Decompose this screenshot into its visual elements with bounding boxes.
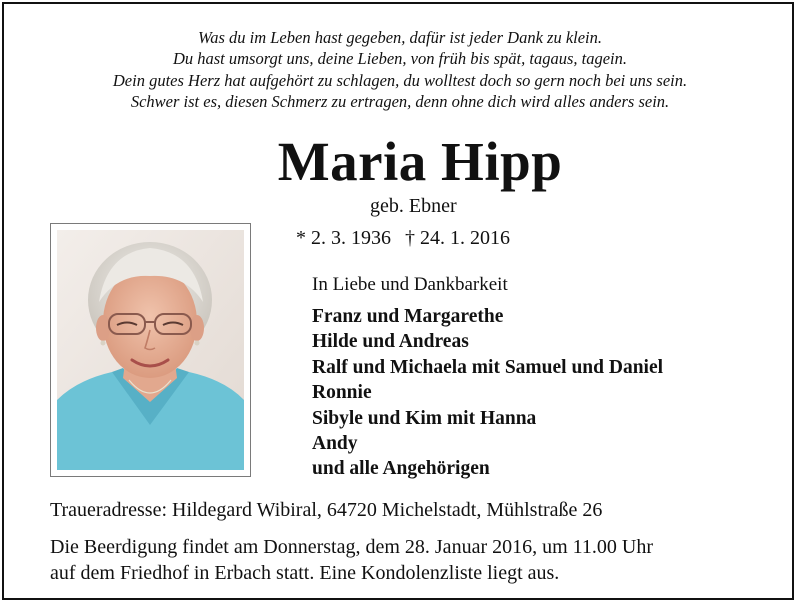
portrait-frame (50, 223, 251, 477)
death-date: † 24. 1. 2016 (405, 227, 510, 249)
burial-info (50, 534, 653, 586)
deceased-name: Maria Hipp (277, 131, 563, 192)
mourner-line: Andy (312, 433, 358, 455)
mourner-line: Hilde und Andreas (312, 331, 469, 353)
poem-line: Was du im Leben hast gegeben, dafür ist jeder Dank zu klein. (197, 28, 603, 47)
mourners-list (312, 304, 663, 482)
birth-date: * 2. 3. 1936 (296, 227, 391, 249)
poem-line: Schwer ist es, diesen Schmerz zu ertragen, denn ohne dich wird alles anders sein. (130, 91, 670, 111)
mourner-line: Franz und Margarethe (312, 306, 504, 327)
poem-line: Du hast umsorgt uns, deine Lieben, von früh bis spät, tagaus, tagein. (172, 49, 628, 69)
burial-line: auf dem Friedhof in Erbach statt. Eine Kondolenzliste liegt aus. (50, 562, 560, 584)
mourners-intro: In Liebe und Dankbarkeit (312, 274, 508, 295)
mourning-address: Traueradresse: Hildegard Wibiral, 64720 Michelstadt, Mühlstraße 26 (50, 499, 603, 521)
mourner-line: Ronnie (312, 382, 372, 404)
poem-line: Dein gutes Herz hat aufgehört zu schlagen, du wolltest doch so gern noch bei uns sein. (112, 70, 688, 90)
burial-line: Die Beerdigung findet am Donnerstag, dem 28. Januar 2016, um 11.00 Uhr (50, 536, 654, 558)
portrait-photo (57, 230, 244, 470)
memorial-poem (0, 27, 800, 112)
life-dates (296, 226, 510, 250)
birth-name: geb. Ebner (370, 195, 457, 217)
mourner-line: Ralf und Michaela mit Samuel und Daniel (312, 356, 664, 378)
mourner-line: und alle Angehörigen (312, 458, 490, 480)
mourner-line: Sibyle und Kim mit Hanna (312, 407, 537, 429)
